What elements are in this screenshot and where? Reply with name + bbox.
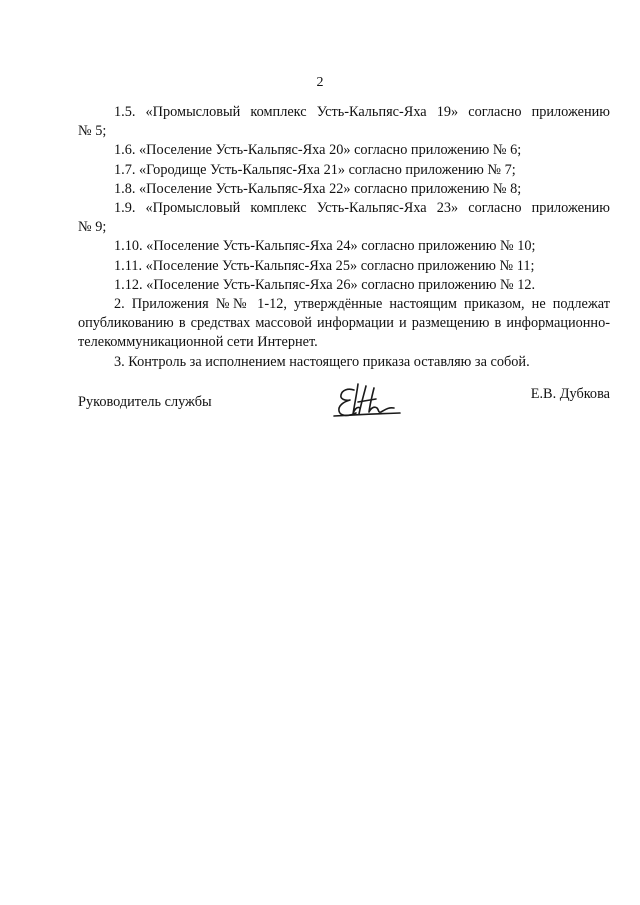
order-body xyxy=(78,103,610,372)
item-1-7: 1.7. «Городище Усть-Кальпяс-Яха 21» согласно приложению № 7; xyxy=(114,161,516,178)
item-3-control: 3. Контроль за исполнением настоящего приказа оставляю за собой. xyxy=(114,353,530,370)
item-2-publication-restriction: 2. Приложения №№ 1-12, утверждённые настоящим приказом, не подлежат опубликованию в средствах массовой информации и размещению в информационно-телекоммуникационной сети Интернет. xyxy=(78,296,610,351)
page-number: 2 xyxy=(316,75,324,90)
item-1-11: 1.11. «Поселение Усть-Кальпяс-Яха 25» согласно приложению № 11; xyxy=(114,257,535,274)
item-1-9-line-1: 1.9. «Промысловый комплекс Усть-Кальпяс-Яха 23» согласно приложению xyxy=(114,200,610,217)
item-1-12: 1.12. «Поселение Усть-Кальпяс-Яха 26» согласно приложению № 12. xyxy=(114,276,536,293)
item-1-5-line-2: № 5; xyxy=(78,123,107,140)
item-1-6: 1.6. «Поселение Усть-Кальпяс-Яха 20» согласно приложению № 6; xyxy=(114,142,522,159)
item-1-5-line-1: 1.5. «Промысловый комплекс Усть-Кальпяс-Яха 19» согласно приложению xyxy=(114,104,610,120)
item-1-9-line-2: № 9; xyxy=(78,219,107,236)
item-1-10: 1.10. «Поселение Усть-Кальпяс-Яха 24» согласно приложению № 10; xyxy=(114,238,536,255)
signatory-name: Е.В. Дубкова xyxy=(530,386,610,402)
handwritten-signature xyxy=(330,380,404,420)
signatory-position: Руководитель службы xyxy=(78,394,212,410)
item-1-8: 1.8. «Поселение Усть-Кальпяс-Яха 22» согласно приложению № 8; xyxy=(114,180,522,197)
signature-block xyxy=(78,380,610,430)
